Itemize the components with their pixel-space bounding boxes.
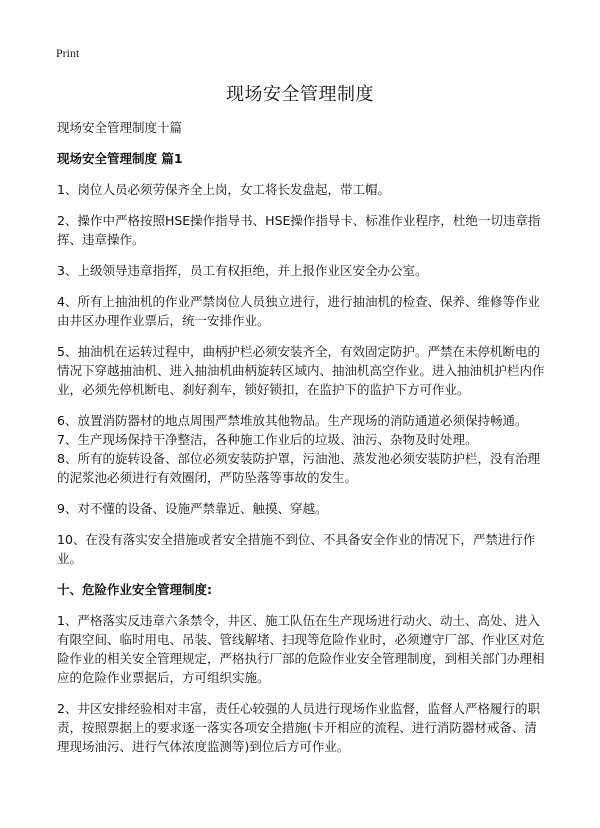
list-item: 2、井区安排经验相对丰富，责任心较强的人员进行现场作业监督，监督人严格履行的职责，按照票据上的要求逐一落实各项安全措施(卡开相应的流程、进行消防器材戒备、清理现场油污、进行气体浓度监测等)到位后方可作业。 — [57, 701, 540, 754]
document-body — [57, 118, 549, 768]
list-item: 5、抽油机在运转过程中，曲柄护栏必须安装齐全，有效固定防护。严禁在未停机断电的情况下穿越抽油机、进入抽油机曲柄旋转区域内、抽油机高空作业。进入抽油机护栏内作业，必须先停机断电、刹好刹车，锁好锁扣，在监护下的监护下方可作业。 — [57, 344, 545, 397]
list-item: 3、上级领导违章指挥，员工有权拒绝，并上报作业区安全办公室。 — [57, 263, 428, 278]
document-title: 现场安全管理制度 — [226, 84, 374, 105]
print-label[interactable]: Print — [56, 46, 80, 60]
section-heading-1: 现场安全管理制度 篇1 — [57, 151, 183, 166]
list-item: 6、放置消防器材的地点周围严禁堆放其他物品。生产现场的消防通道必须保持畅通。 7、生产现场保持干净整洁，各种施工作业后的垃圾、油污、杂物及时处理。 — [57, 413, 528, 447]
list-item: 1、严格落实反违章六条禁令，井区、施工队伍在生产现场进行动火、动土、高处、进入有限空间、临时用电、吊装、管线解堵、扫现等危险作业时，必须遵守厂部、作业区对危险作业的相关安全管理规定，严格执行厂部的危险作业安全管理制度，到相关部门办理相应的危险作业票据后，方可组织实施。 — [57, 613, 545, 685]
document-subtitle: 现场安全管理制度十篇 — [57, 120, 183, 135]
list-item: 4、所有上抽油机的作业严禁岗位人员独立进行，进行抽油机的检查、保养、维修等作业由井区办理作业票后，统一安排作业。 — [57, 294, 540, 328]
list-item: 1、岗位人员必须劳保齐全上岗，女工将长发盘起，带工帽。 — [57, 182, 390, 197]
section-heading-2: 十、危险作业安全管理制度: — [57, 582, 212, 597]
list-item: 9、对不懂的设备、设施严禁靠近、触摸、穿越。 — [57, 501, 328, 516]
list-item: 10、在没有落实安全措施或者安全措施不到位、不具备安全作业的情况下，严禁进行作业。 — [57, 532, 536, 566]
list-item: 2、操作中严格按照HSE操作指导书、HSE操作指导卡、标准作业程序，杜绝一切违章指挥、违章操作。 — [57, 213, 541, 247]
list-item: 8、所有的旋转设备、部位必须安装防护罩，污油池、蒸发池必须安装防护栏，没有治理的泥浆池必须进行有效圈闭，严防坠落等事故的发生。 — [57, 451, 540, 485]
